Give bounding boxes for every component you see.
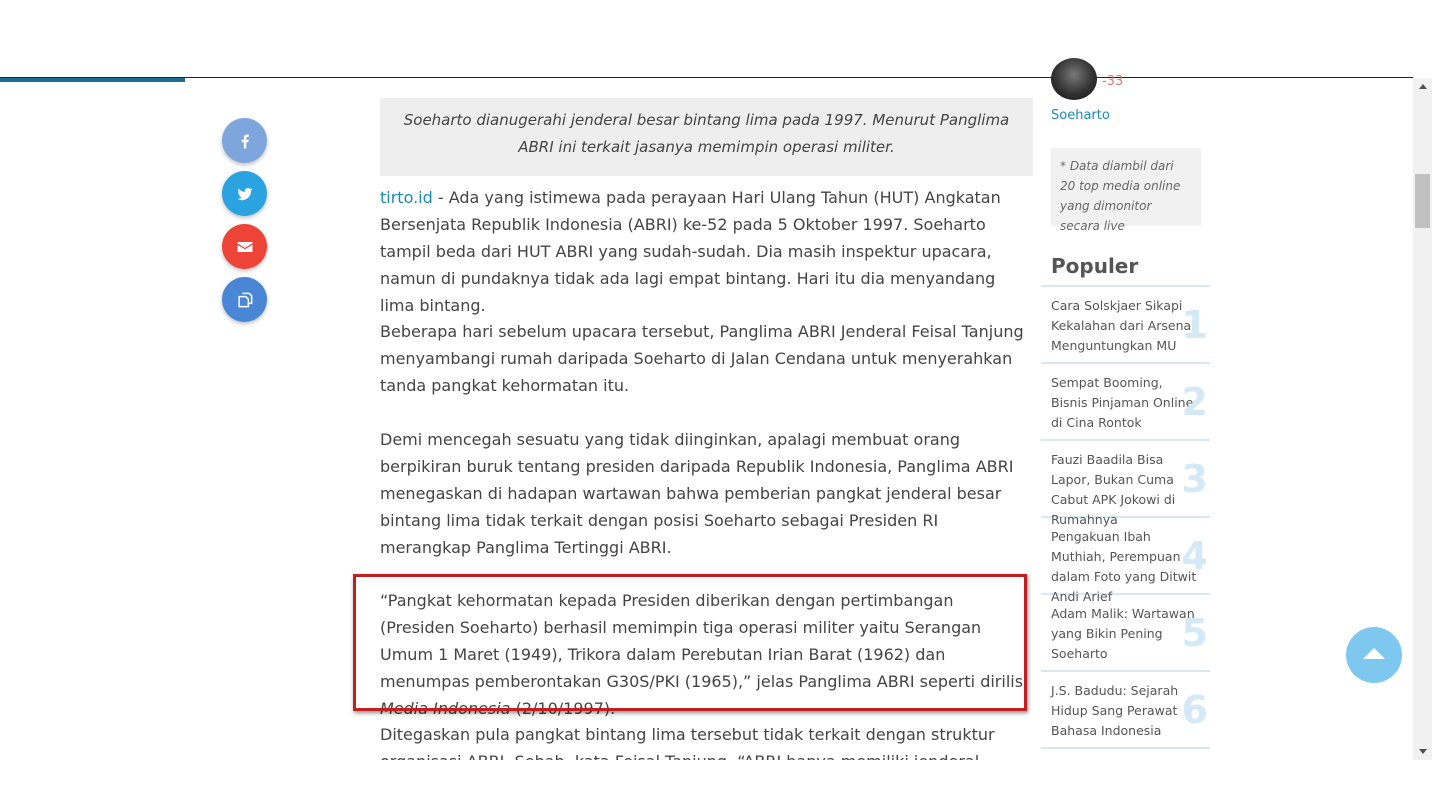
copy-icon	[235, 290, 255, 310]
article-paragraph-3: Demi mencegah sesuatu yang tidak diinginkan, apalagi membuat orang berpikiran buruk tentang presiden daripada Republik Indonesia, Panglima ABRI menegaskan di hadapan wartawan bahwa pemberian pangkat jenderal besar bintang lima tidak terkait dengan posisi Soeharto sebagai Presiden RI merangkap Panglima Tertinggi ABRI.	[380, 430, 1014, 557]
quote-source: Media Indonesia	[380, 699, 511, 718]
scroll-up-arrow[interactable]	[1413, 78, 1432, 95]
popular-item[interactable]	[1041, 364, 1210, 441]
arrow-down-icon	[1419, 749, 1427, 754]
image-caption: Soeharto dianugerahi jenderal besar bintang lima pada 1997. Menurut Panglima ABRI ini terkait jasanya memimpin operasi militer.	[380, 98, 1033, 176]
popular-item-title: Cara Solskjaer Sikapi Kekalahan dari Arsenal Menguntungkan MU	[1051, 298, 1195, 353]
popular-item[interactable]	[1041, 441, 1210, 527]
article-paragraph-2: Beberapa hari sebelum upacara tersebut, Panglima ABRI Jenderal Feisal Tanjung menyambangi rumah daripada Soeharto di Jalan Cendana untuk menyerahkan tanda pangkat kehormatan itu.	[380, 322, 1024, 395]
data-note: * Data diambil dari 20 top media online yang dimonitor secara live	[1051, 148, 1201, 226]
scroll-to-top-button[interactable]	[1346, 627, 1402, 683]
facebook-icon	[235, 131, 255, 151]
popular-item-rank: 4	[1181, 534, 1208, 578]
popular-item[interactable]	[1041, 287, 1210, 364]
popular-item-title: Pengakuan Ibah Muthiah, Perempuan dalam Foto yang Ditwit Andi Arief	[1051, 529, 1197, 604]
popular-item-rank: 2	[1181, 380, 1208, 424]
page-viewport	[0, 74, 1413, 760]
highlight-box	[353, 574, 1027, 711]
popular-item[interactable]	[1041, 518, 1210, 604]
quote-date: (2/10/1997).	[510, 699, 616, 718]
quote-text: “Pangkat kehormatan kepada Presiden diberikan dengan pertimbangan (Presiden Soeharto) berhasil memimpin tiga operasi militer yaitu Serangan Umum 1 Maret (1949), Trikora dalam Perebutan Irian Barat (1962) dan menumpas pemberontakan G30S/PKI (1965),” jelas Panglima ABRI seperti dirilis	[380, 591, 1024, 691]
page-bottom-blank	[0, 760, 1432, 805]
share-email-button[interactable]	[222, 224, 267, 269]
twitter-icon	[235, 184, 255, 204]
author-link[interactable]: Soeharto	[1051, 108, 1110, 123]
header-accent-bar	[0, 78, 185, 82]
article-paragraph-1	[380, 184, 1030, 319]
popular-item-title: Fauzi Baadila Bisa Lapor, Bukan Cuma Cabut APK Jokowi di Rumahnya	[1051, 452, 1176, 527]
source-link[interactable]: tirto.id	[380, 188, 433, 207]
popular-item-rank: 3	[1181, 457, 1208, 501]
popular-item-title: Adam Malik: Wartawan yang Bikin Pening Soeharto	[1051, 606, 1195, 661]
copy-link-button[interactable]	[222, 277, 267, 322]
page-top-blank	[0, 0, 1432, 77]
popular-item-rank: 1	[1181, 303, 1208, 347]
vertical-scrollbar[interactable]	[1413, 78, 1432, 760]
article-paragraph-5: Ditegaskan pula pangkat bintang lima tersebut tidak terkait dengan struktur	[380, 725, 995, 744]
avatar-count: -33	[1102, 74, 1124, 89]
popular-item-title: Sempat Booming, Bisnis Pinjaman Online di Cina Rontok	[1051, 375, 1194, 430]
popular-title: Populer	[1051, 254, 1139, 278]
popular-item[interactable]	[1041, 595, 1210, 672]
popular-item-rank: 6	[1181, 688, 1208, 732]
arrow-up-icon	[1419, 84, 1427, 89]
scrollbar-thumb[interactable]	[1415, 174, 1430, 228]
popular-item-title: J.S. Badudu: Sejarah Hidup Sang Perawat Bahasa Indonesia	[1051, 683, 1179, 738]
avatar[interactable]	[1051, 58, 1097, 100]
share-facebook-button[interactable]	[222, 118, 267, 163]
popular-item[interactable]	[1041, 672, 1210, 749]
share-twitter-button[interactable]	[222, 171, 267, 216]
email-icon	[235, 237, 255, 257]
arrow-up-icon	[1363, 648, 1385, 659]
scroll-down-arrow[interactable]	[1413, 743, 1432, 760]
paragraph-1-text: - Ada yang istimewa pada perayaan Hari Ulang Tahun (HUT) Angkatan Bersenjata Republik Indonesia (ABRI) ke-52 pada 5 Oktober 1997. Soeharto tampil beda dari HUT ABRI yang sudah-sudah. Dia masih inspektur upacara, namun di pundaknya tidak ada lagi empat bintang. Hari itu dia menyandang lima bintang.	[380, 188, 1001, 315]
popular-item-rank: 5	[1181, 611, 1208, 655]
